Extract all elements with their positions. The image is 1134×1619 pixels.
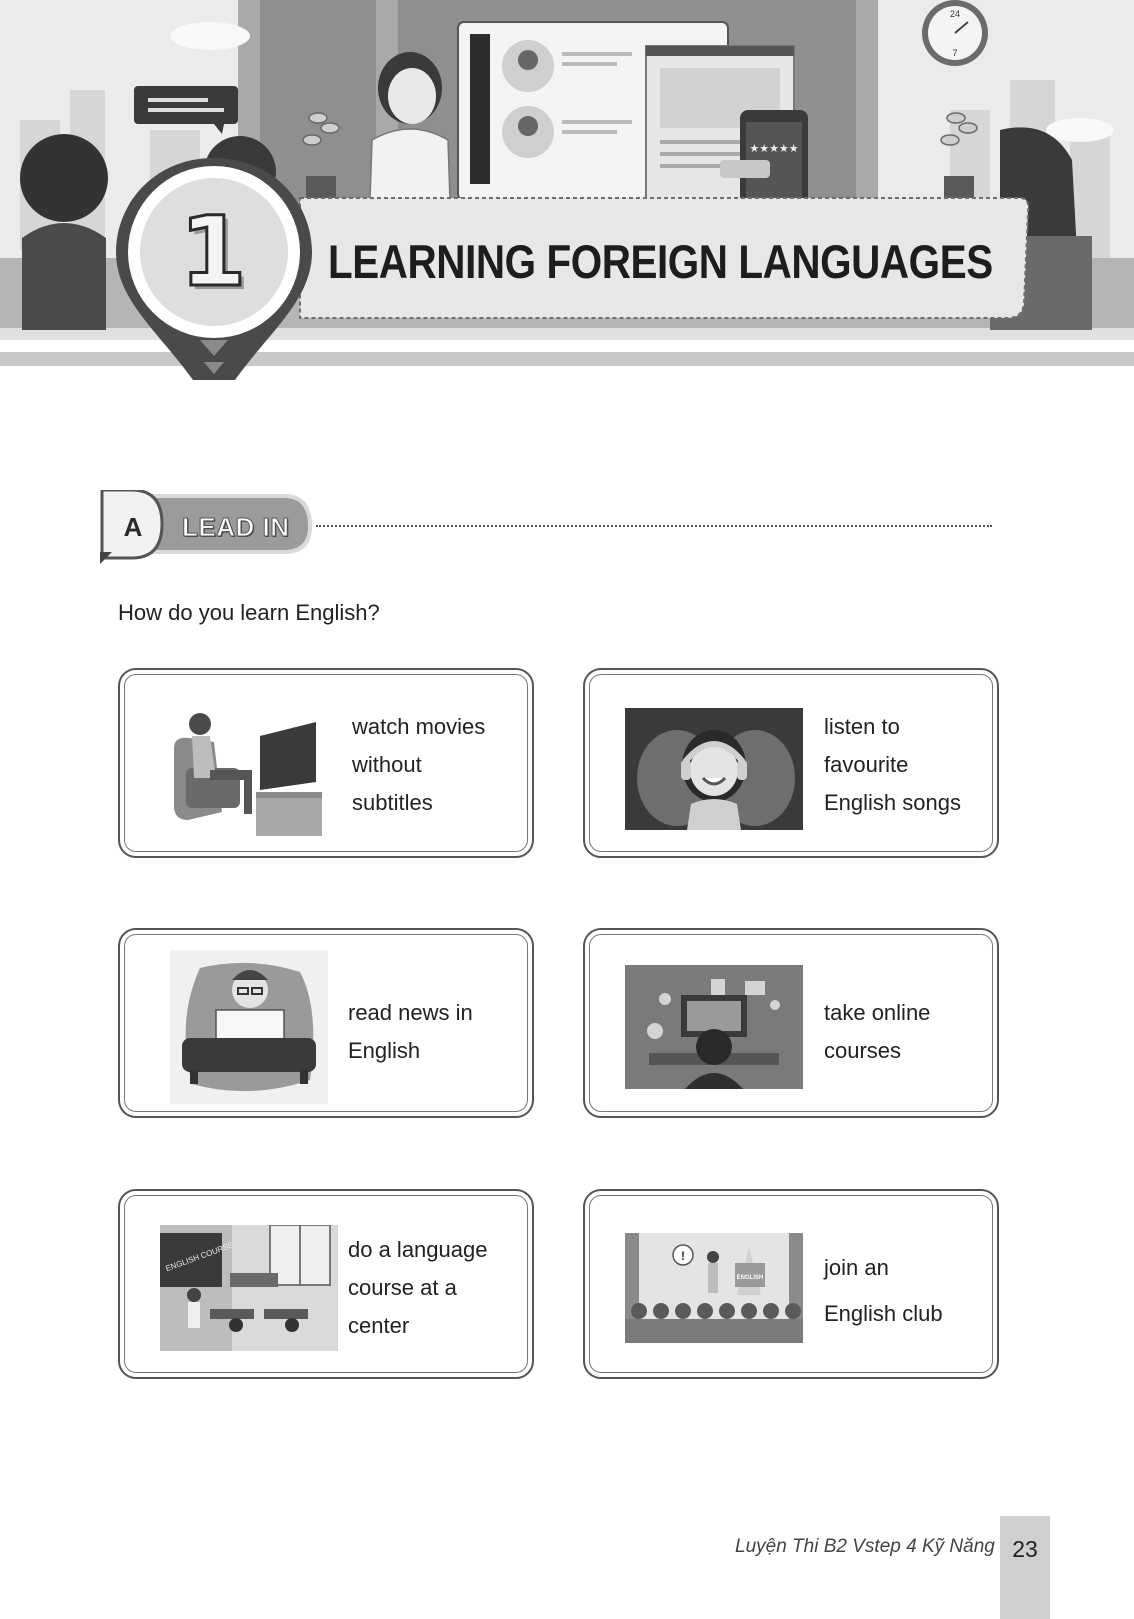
man-watching-tv-icon	[164, 708, 324, 838]
girl-headphones-icon	[625, 708, 803, 830]
activity-label: watch movies without subtitles	[352, 714, 486, 815]
book-title: Luyện Thi B2 Vstep 4 Kỹ Năng	[735, 1536, 995, 1557]
svg-text:!: !	[681, 1249, 685, 1263]
activity-label: do a language course at a center	[348, 1237, 488, 1338]
unit-title: LEARNING FOREIGN LANGUAGES	[328, 235, 993, 288]
club-sign-text: ENGLISH	[736, 1275, 764, 1281]
lead-in-question: How do you learn English?	[118, 600, 380, 625]
activity-card-listen-songs	[583, 668, 999, 858]
activity-card-english-club	[583, 1189, 999, 1379]
activity-label: listen to favourite English songs	[824, 714, 961, 815]
activity-card-online-courses	[583, 928, 999, 1118]
activity-label: join an English club	[824, 1255, 943, 1326]
page-number-tab	[1000, 1516, 1050, 1619]
online-learning-icon	[625, 965, 803, 1089]
section-divider	[316, 525, 992, 527]
classroom-sign-text: ENGLISH COURSE	[164, 1240, 235, 1274]
activity-card-read-news	[118, 928, 534, 1118]
activity-card-language-course	[118, 1189, 534, 1379]
unit-number: 1	[179, 196, 247, 308]
club-meeting-icon	[625, 1233, 803, 1343]
svg-text:★★★★★: ★★★★★	[749, 142, 799, 155]
clock-label-24: 24	[949, 9, 961, 19]
section-title: LEAD IN	[182, 512, 290, 542]
man-reading-newspaper-icon	[170, 950, 328, 1104]
activity-label: read news in English	[348, 1000, 473, 1063]
classroom-icon	[160, 1225, 338, 1351]
clock-label-7: 7	[952, 48, 958, 58]
unit-banner	[0, 0, 1134, 380]
activity-card-watch-movies	[118, 668, 534, 858]
office-scene-illustration	[0, 0, 1134, 380]
activity-label: take online courses	[824, 1000, 931, 1063]
section-letter: A	[123, 512, 143, 542]
page-number: 23	[1012, 1536, 1038, 1562]
